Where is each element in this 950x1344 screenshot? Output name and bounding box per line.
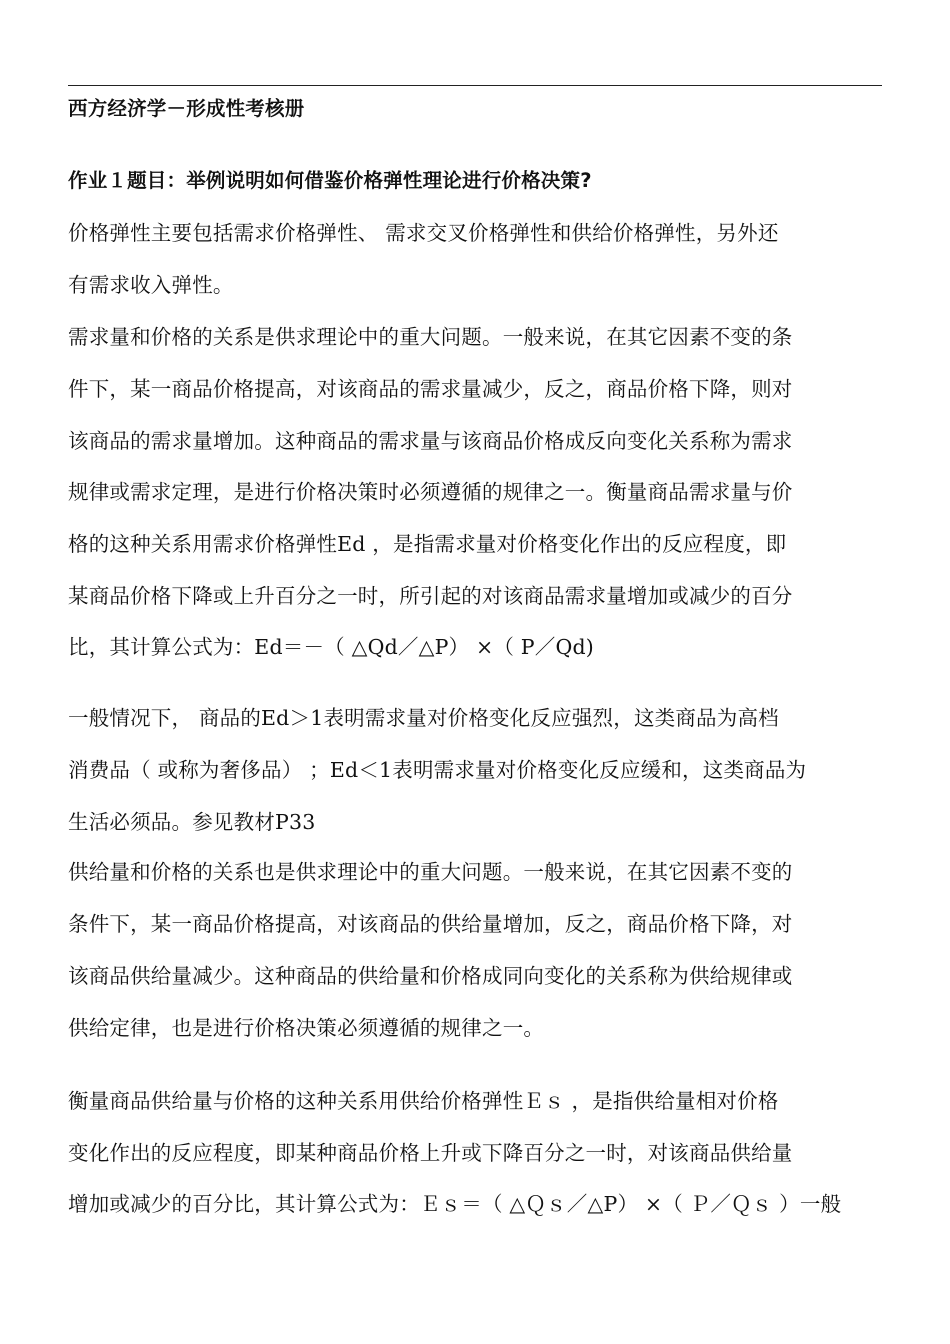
paragraph-line: 该商品供给量减少。这种商品的供给量和价格成同向变化的关系称为供给规律或: [68, 964, 793, 988]
paragraph-line: 供给量和价格的关系也是供求理论中的重大问题。一般来说，在其它因素不变的: [68, 860, 793, 884]
paragraph-line: 消费品（ 或称为奢侈品） ；Ed＜1表明需求量对价格变化反应缓和，这类商品为: [68, 758, 807, 782]
paragraph-line: 衡量商品供给量与价格的这种关系用供给价格弹性Ｅｓ ，是指供给量相对价格: [68, 1089, 779, 1113]
paragraph-line: 有需求收入弹性。: [68, 273, 234, 297]
header-rule: [68, 85, 882, 86]
paragraph-line: 价格弹性主要包括需求价格弹性、 需求交叉价格弹性和供给价格弹性，另外还: [68, 221, 779, 245]
paragraph-line: 需求量和价格的关系是供求理论中的重大问题。一般来说，在其它因素不变的条: [68, 325, 793, 349]
formula-line: 比，其计算公式为：Ed＝－（ △Qd／△P） ×（ P／Qd): [68, 635, 594, 659]
paragraph-line: 规律或需求定理，是进行价格决策时必须遵循的规律之一。衡量商品需求量与价: [68, 480, 793, 504]
paragraph-line: 格的这种关系用需求价格弹性Ed ，是指需求量对价格变化作出的反应程度，即: [68, 532, 787, 556]
question-heading: 作业１题目：举例说明如何借鉴价格弹性理论进行价格决策?: [68, 169, 592, 192]
paragraph-line: 生活必须品。参见教材P33: [68, 810, 316, 834]
paragraph-line: 该商品的需求量增加。这种商品的需求量与该商品价格成反向变化关系称为需求: [68, 429, 793, 453]
paragraph-line: 条件下，某一商品价格提高，对该商品的供给量增加，反之，商品价格下降，对: [68, 912, 793, 936]
paragraph-line: 某商品价格下降或上升百分之一时，所引起的对该商品需求量增加或减少的百分: [68, 584, 793, 608]
paragraph-line: 变化作出的反应程度，即某种商品价格上升或下降百分之一时，对该商品供给量: [68, 1141, 793, 1165]
paragraph-line: 供给定律，也是进行价格决策必须遵循的规律之一。: [68, 1016, 545, 1040]
paragraph-line: 一般情况下， 商品的Ed＞1表明需求量对价格变化反应强烈，这类商品为高档: [68, 706, 779, 730]
formula-line: 增加或减少的百分比，其计算公式为：Ｅｓ＝（ △Ｑｓ／△P） ×（ Ｐ／Ｑｓ ）一般: [68, 1192, 842, 1216]
document-title: 西方经济学－形成性考核册: [68, 97, 305, 120]
paragraph-line: 件下，某一商品价格提高，对该商品的需求量减少，反之，商品价格下降，则对: [68, 377, 793, 401]
